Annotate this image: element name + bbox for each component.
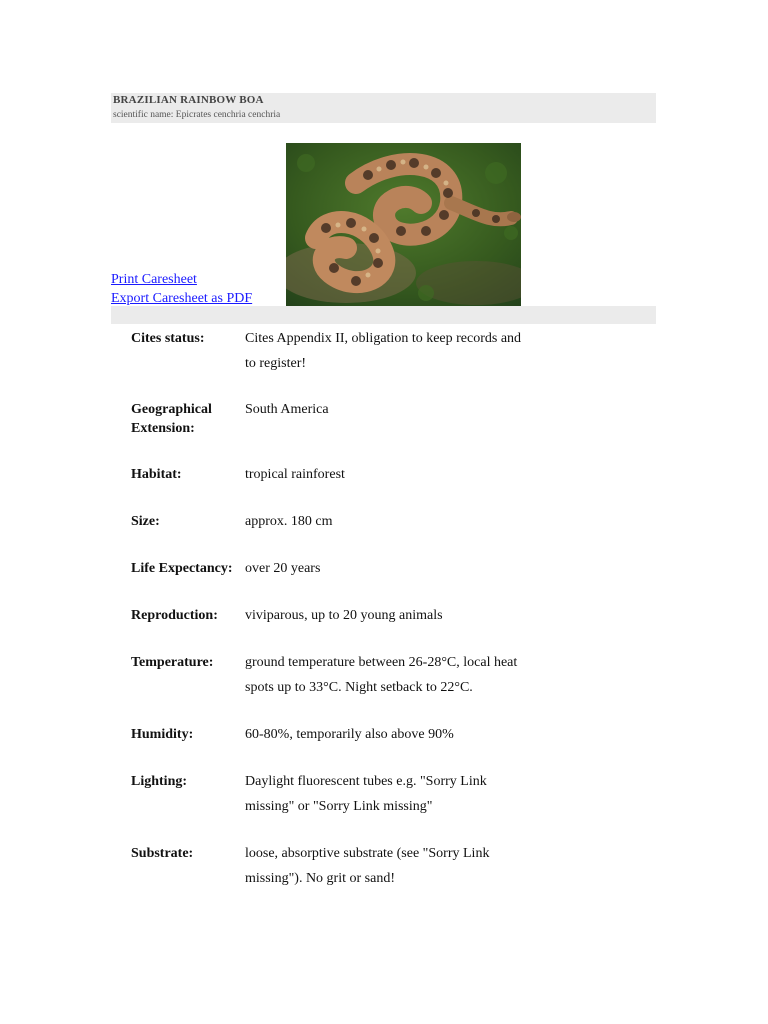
row-value: approx. 180 cm	[245, 514, 333, 529]
row-label: Lighting:	[131, 774, 188, 789]
row-value: viviparous, up to 20 young animals	[245, 608, 443, 623]
row-lighting	[120, 769, 535, 841]
row-label: Size:	[131, 514, 160, 529]
row-cites-status	[120, 326, 535, 397]
row-label: Reproduction:	[131, 608, 218, 623]
scientific-name: scientific name: Epicrates cenchria cenchria	[113, 110, 281, 120]
row-label: Life Expectancy:	[131, 561, 233, 576]
row-geographical-extension	[120, 397, 535, 462]
caresheet-table	[120, 326, 535, 891]
row-reproduction	[120, 603, 535, 650]
divider-band	[111, 306, 656, 324]
row-label: Habitat:	[131, 467, 182, 482]
row-substrate	[120, 841, 535, 891]
row-value: over 20 years	[245, 561, 321, 576]
snake-photo-illustration	[286, 143, 521, 306]
row-value: loose, absorptive substrate (see "Sorry Link missing"). No grit or sand!	[245, 846, 490, 886]
row-value: Cites Appendix II, obligation to keep records and to register!	[245, 331, 522, 371]
row-value: tropical rainforest	[245, 467, 345, 482]
caresheet-links	[111, 270, 252, 308]
row-habitat	[120, 462, 535, 509]
snake-photo	[286, 143, 521, 306]
row-temperature	[120, 650, 535, 722]
row-life-expectancy	[120, 556, 535, 603]
export-pdf-link[interactable]: Export Caresheet as PDF	[111, 291, 253, 306]
row-label: Humidity:	[131, 727, 194, 742]
row-value: South America	[245, 402, 329, 417]
row-value: 60-80%, temporarily also above 90%	[245, 727, 454, 742]
page-title: BRAZILIAN RAINBOW BOA	[113, 94, 264, 106]
row-humidity	[120, 722, 535, 769]
print-caresheet-link[interactable]: Print Caresheet	[111, 272, 197, 287]
row-value: Daylight fluorescent tubes e.g. "Sorry Link missing" or "Sorry Link missing"	[245, 774, 487, 814]
row-label: Cites status:	[131, 331, 205, 346]
row-label: Geographical Extension:	[131, 402, 212, 436]
row-value: ground temperature between 26-28°C, local heat spots up to 33°C. Night setback to 22°C.	[245, 655, 518, 695]
row-size	[120, 509, 535, 556]
row-label: Temperature:	[131, 655, 214, 670]
row-label: Substrate:	[131, 846, 194, 861]
